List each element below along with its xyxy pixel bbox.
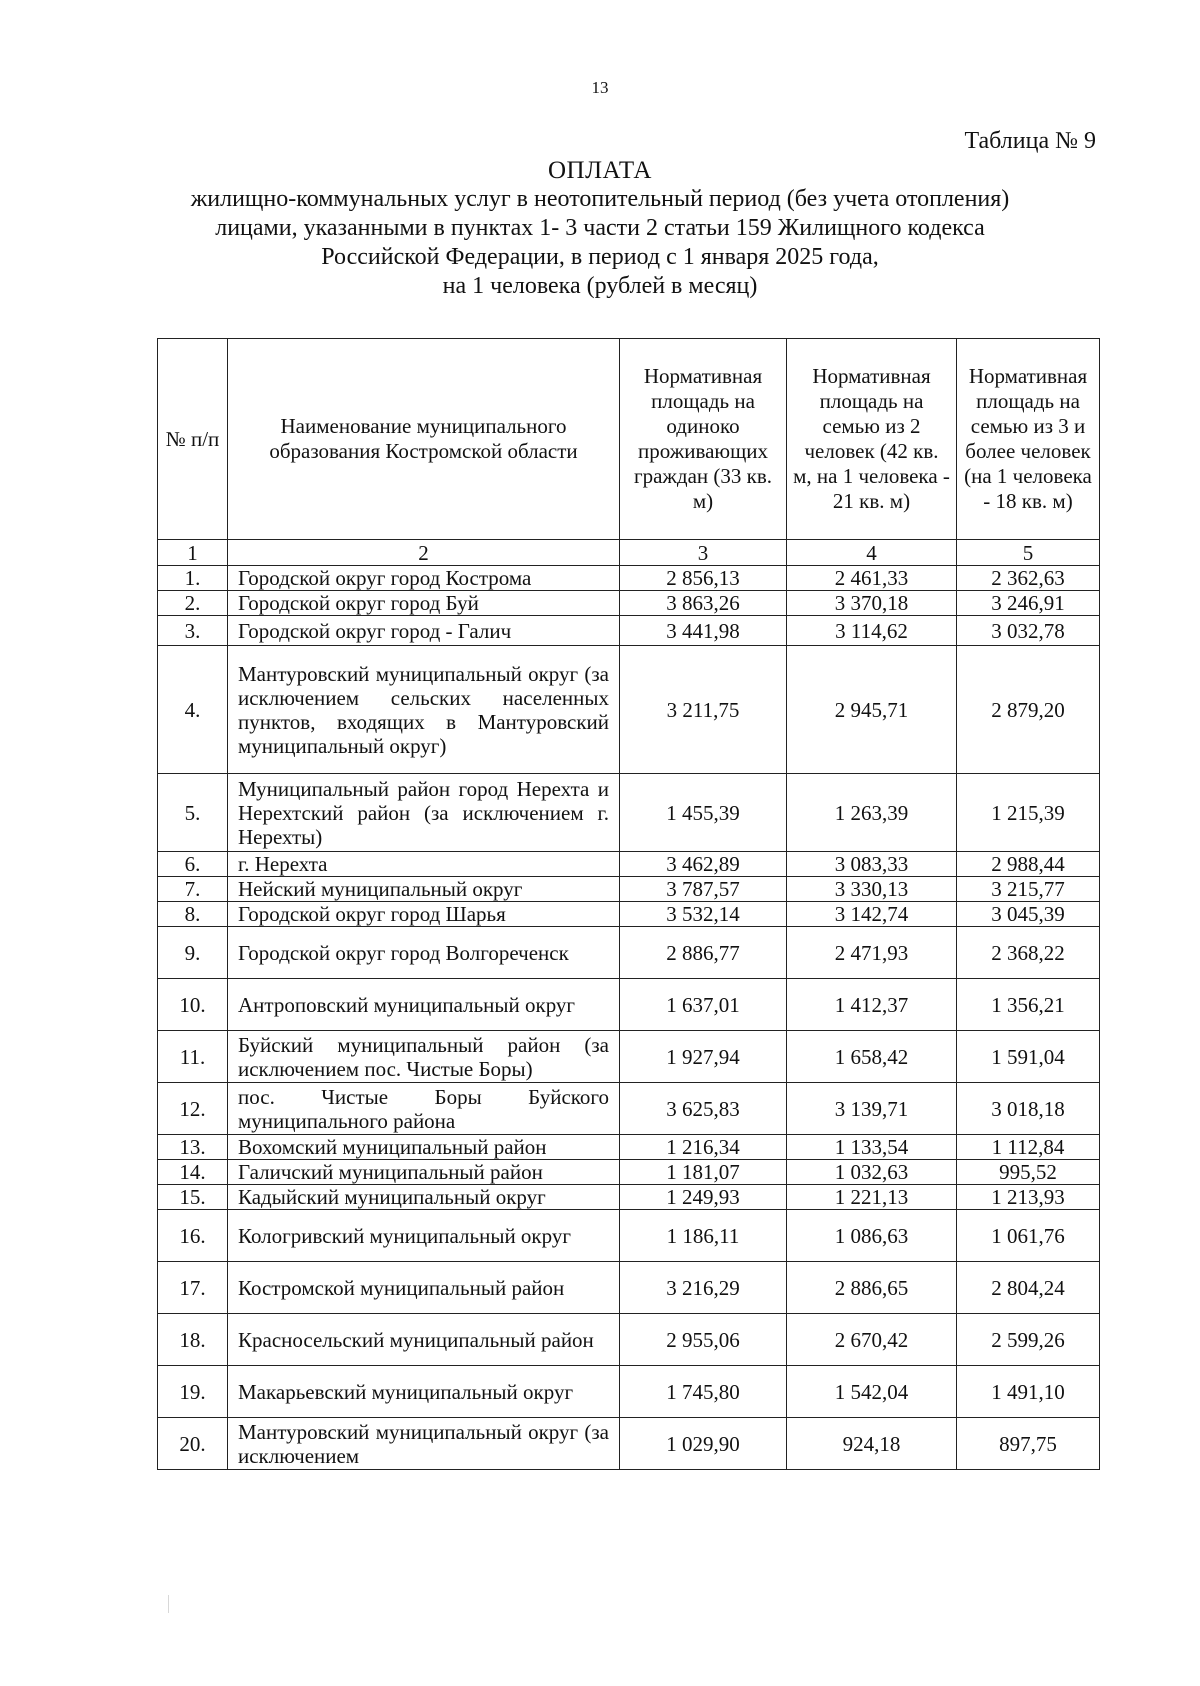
table-row	[158, 877, 1100, 902]
value-family-two: 3 083,33	[787, 852, 957, 877]
value-family-three: 2 879,20	[957, 646, 1100, 774]
value-single: 1 186,11	[620, 1210, 787, 1262]
value-family-three: 2 988,44	[957, 852, 1100, 877]
municipality-name: Мантуровский муниципальный округ (за исключением сельских населенных пунктов, входящих в Мантуровский муниципальный округ)	[228, 646, 620, 774]
row-number: 10.	[158, 979, 228, 1031]
heading-line: жилищно-коммунальных услуг в неотопительный период (без учета отопления)	[190, 186, 1010, 212]
header-family-two: Нормативная площадь на семью из 2 человек (42 кв. м, на 1 человека - 21 кв. м)	[787, 339, 957, 540]
value-family-two: 2 945,71	[787, 646, 957, 774]
value-family-three: 897,75	[957, 1418, 1100, 1470]
value-family-three: 3 045,39	[957, 902, 1100, 927]
table-row	[158, 1262, 1100, 1314]
payment-table	[157, 338, 1100, 1470]
value-family-two: 1 263,39	[787, 774, 957, 852]
municipality-name: Буйский муниципальный район (за исключением пос. Чистые Боры)	[228, 1031, 620, 1083]
header-single: Нормативная площадь на одиноко проживающих граждан (33 кв. м)	[620, 339, 787, 540]
municipality-name: Нейский муниципальный округ	[228, 877, 620, 902]
value-family-two: 2 670,42	[787, 1314, 957, 1366]
row-number: 1.	[158, 566, 228, 591]
row-number: 13.	[158, 1135, 228, 1160]
value-family-three: 2 804,24	[957, 1262, 1100, 1314]
document-title: ОПЛАТА	[547, 157, 652, 184]
column-number: 4	[787, 540, 957, 566]
value-single: 3 625,83	[620, 1083, 787, 1135]
table-row	[158, 1314, 1100, 1366]
table-row	[158, 1185, 1100, 1210]
value-single: 3 863,26	[620, 591, 787, 616]
row-number: 20.	[158, 1418, 228, 1470]
municipality-name: Костромской муниципальный район	[228, 1262, 620, 1314]
value-single: 1 216,34	[620, 1135, 787, 1160]
heading-line: Российской Федерации, в период с 1 января 2025 года,	[321, 244, 879, 270]
value-family-three: 1 591,04	[957, 1031, 1100, 1083]
municipality-name: Кадыйский муниципальный округ	[228, 1185, 620, 1210]
value-family-three: 2 368,22	[957, 927, 1100, 979]
municipality-name: Муниципальный район город Нерехта и Нерехтский район (за исключением г. Нерехты)	[228, 774, 620, 852]
column-number: 1	[158, 540, 228, 566]
row-number: 9.	[158, 927, 228, 979]
value-single: 3 787,57	[620, 877, 787, 902]
value-single: 3 216,29	[620, 1262, 787, 1314]
document-heading	[0, 156, 1200, 301]
value-single: 1 637,01	[620, 979, 787, 1031]
value-family-two: 3 330,13	[787, 877, 957, 902]
value-family-two: 1 032,63	[787, 1160, 957, 1185]
header-family-three: Нормативная площадь на семью из 3 и более человек (на 1 человека - 18 кв. м)	[957, 339, 1100, 540]
value-single: 3 441,98	[620, 616, 787, 646]
page-number: 13	[591, 78, 609, 97]
value-family-three: 2 599,26	[957, 1314, 1100, 1366]
value-family-three: 1 356,21	[957, 979, 1100, 1031]
heading-line: лицами, указанными в пунктах 1- 3 части 2 статьи 159 Жилищного кодекса	[215, 215, 985, 241]
municipality-name: Галичский муниципальный район	[228, 1160, 620, 1185]
column-number: 5	[957, 540, 1100, 566]
table-body	[158, 540, 1100, 1470]
row-number: 3.	[158, 616, 228, 646]
row-number: 4.	[158, 646, 228, 774]
value-family-two: 1 542,04	[787, 1366, 957, 1418]
value-single: 1 249,93	[620, 1185, 787, 1210]
row-number: 18.	[158, 1314, 228, 1366]
row-number: 19.	[158, 1366, 228, 1418]
value-single: 1 181,07	[620, 1160, 787, 1185]
value-single: 2 856,13	[620, 566, 787, 591]
value-family-three: 2 362,63	[957, 566, 1100, 591]
column-number: 2	[228, 540, 620, 566]
header-number: № п/п	[158, 339, 228, 540]
value-family-three: 3 032,78	[957, 616, 1100, 646]
value-single: 1 927,94	[620, 1031, 787, 1083]
row-number: 7.	[158, 877, 228, 902]
table-row	[158, 927, 1100, 979]
table-row	[158, 1160, 1100, 1185]
municipality-name: Мантуровский муниципальный округ (за исключением	[228, 1418, 620, 1470]
value-family-two: 1 086,63	[787, 1210, 957, 1262]
value-family-two: 2 886,65	[787, 1262, 957, 1314]
header-municipality: Наименование муниципального образования Костромской области	[228, 339, 620, 540]
value-family-two: 1 412,37	[787, 979, 957, 1031]
table-row	[158, 566, 1100, 591]
table-row	[158, 979, 1100, 1031]
value-family-two: 3 142,74	[787, 902, 957, 927]
value-family-three: 1 215,39	[957, 774, 1100, 852]
row-number: 17.	[158, 1262, 228, 1314]
row-number: 8.	[158, 902, 228, 927]
value-family-two: 1 221,13	[787, 1185, 957, 1210]
value-single: 1 029,90	[620, 1418, 787, 1470]
row-number: 2.	[158, 591, 228, 616]
municipality-name: Городской округ город Буй	[228, 591, 620, 616]
value-single: 2 886,77	[620, 927, 787, 979]
municipality-name: Городской округ город Шарья	[228, 902, 620, 927]
table-row	[158, 616, 1100, 646]
table-row	[158, 1135, 1100, 1160]
value-family-three: 3 246,91	[957, 591, 1100, 616]
value-family-three: 995,52	[957, 1160, 1100, 1185]
table-label: Таблица № 9	[964, 128, 1096, 154]
column-number: 3	[620, 540, 787, 566]
value-family-two: 2 471,93	[787, 927, 957, 979]
municipality-name: Кологривский муниципальный округ	[228, 1210, 620, 1262]
table-row	[158, 1366, 1100, 1418]
row-number: 5.	[158, 774, 228, 852]
value-family-two: 924,18	[787, 1418, 957, 1470]
table-header-row	[158, 339, 1100, 540]
value-single: 2 955,06	[620, 1314, 787, 1366]
value-family-two: 1 133,54	[787, 1135, 957, 1160]
municipality-name: Городской округ город Кострома	[228, 566, 620, 591]
value-family-two: 3 370,18	[787, 591, 957, 616]
row-number: 6.	[158, 852, 228, 877]
table-row	[158, 1031, 1100, 1083]
row-number: 12.	[158, 1083, 228, 1135]
table-row	[158, 591, 1100, 616]
municipality-name: Макарьевский муниципальный округ	[228, 1366, 620, 1418]
value-family-two: 3 139,71	[787, 1083, 957, 1135]
table-row	[158, 1210, 1100, 1262]
value-family-three: 1 213,93	[957, 1185, 1100, 1210]
row-number: 16.	[158, 1210, 228, 1262]
value-family-three: 1 491,10	[957, 1366, 1100, 1418]
municipality-name: Антроповский муниципальный округ	[228, 979, 620, 1031]
municipality-name: Городской округ город - Галич	[228, 616, 620, 646]
table-row	[158, 902, 1100, 927]
table-row	[158, 646, 1100, 774]
value-family-three: 1 061,76	[957, 1210, 1100, 1262]
municipality-name: пос. Чистые Боры Буйского муниципального района	[228, 1083, 620, 1135]
municipality-name: Вохомский муниципальный район	[228, 1135, 620, 1160]
value-single: 1 455,39	[620, 774, 787, 852]
value-single: 3 462,89	[620, 852, 787, 877]
municipality-name: г. Нерехта	[228, 852, 620, 877]
table-row	[158, 852, 1100, 877]
table-row	[158, 774, 1100, 852]
table-row	[158, 1418, 1100, 1470]
value-family-three: 1 112,84	[957, 1135, 1100, 1160]
value-family-two: 3 114,62	[787, 616, 957, 646]
value-single: 3 211,75	[620, 646, 787, 774]
table-row	[158, 1083, 1100, 1135]
value-family-three: 3 215,77	[957, 877, 1100, 902]
value-family-two: 1 658,42	[787, 1031, 957, 1083]
value-family-three: 3 018,18	[957, 1083, 1100, 1135]
value-family-two: 2 461,33	[787, 566, 957, 591]
heading-line: на 1 человека (рублей в месяц)	[442, 273, 758, 299]
value-single: 1 745,80	[620, 1366, 787, 1418]
row-number: 14.	[158, 1160, 228, 1185]
row-number: 11.	[158, 1031, 228, 1083]
value-single: 3 532,14	[620, 902, 787, 927]
scan-mark	[168, 1595, 169, 1613]
municipality-name: Красносельский муниципальный район	[228, 1314, 620, 1366]
column-number-row	[158, 540, 1100, 566]
row-number: 15.	[158, 1185, 228, 1210]
municipality-name: Городской округ город Волгореченск	[228, 927, 620, 979]
